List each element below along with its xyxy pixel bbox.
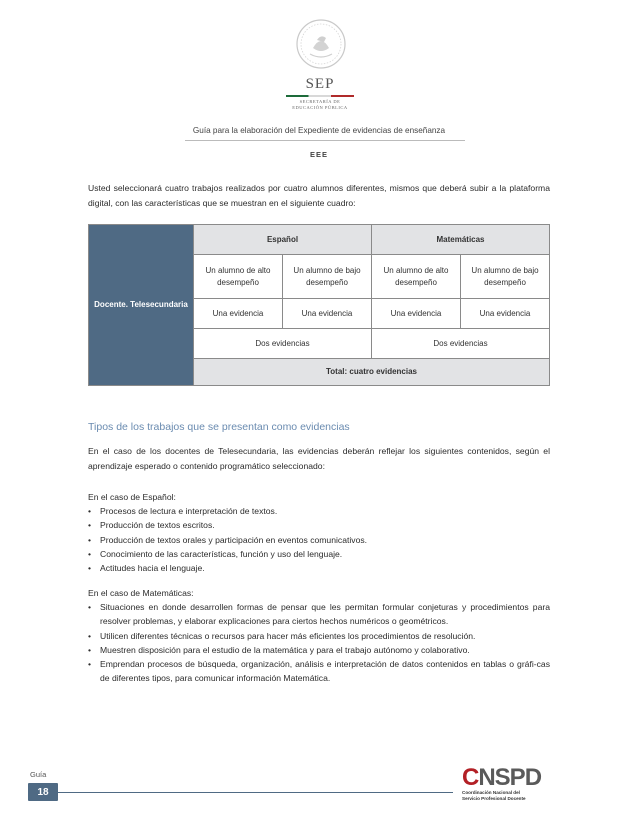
list-item: • Muestren disposición para el estudio de la matemática y para el trabajo autónomo y colaborativo.: [88, 643, 550, 657]
list-item: • Conocimiento de las características, función y uso del lenguaje.: [88, 547, 550, 561]
espanol-heading: En el caso de Español:: [88, 492, 176, 502]
evidence-cell: Una evidencia: [372, 299, 461, 329]
mexico-seal-icon: [295, 18, 347, 70]
list-item: • Procesos de lectura e interpretación de textos.: [88, 504, 550, 518]
evidence-cell: Una evidencia: [461, 299, 549, 329]
subject-header-espanol: Español: [194, 225, 372, 255]
list-item: • Producción de textos escritos.: [88, 518, 550, 532]
student-cell: Un alumno de alto desempeño: [194, 255, 283, 299]
evidence-cell: Una evidencia: [194, 299, 283, 329]
cnspd-logo-line-1: Coordinación Nacional del: [462, 790, 520, 795]
guide-title: Guía para la elaboración del Expediente de evidencias de enseñanza: [192, 126, 446, 135]
footer-divider: [58, 792, 453, 793]
sep-logo-text: SEP: [305, 76, 335, 92]
list-item: • Situaciones en donde desarrollen formas de pensar que les permitan formular conjeturas y procedimientos para resolver problemas, y elaborar explicaciones para ciertos hechos numéricos o geométricos.: [88, 600, 550, 628]
header-divider: [185, 140, 465, 141]
cnspd-logo: [462, 766, 572, 806]
matematicas-heading: En el caso de Matemáticas:: [88, 588, 194, 598]
evidence-table: [88, 224, 550, 386]
page-number-badge: 18: [28, 783, 58, 801]
evidence-cell: Una evidencia: [283, 299, 372, 329]
subject-header-matematicas: Matemáticas: [372, 225, 549, 255]
section-title: Tipos de los trabajos que se presentan como evidencias: [88, 421, 350, 433]
matematicas-list: [88, 586, 550, 685]
section-intro-paragraph: En el caso de los docentes de Telesecundaria, las evidencias deberán reflejar los siguientes contenidos, según el aprendizaje esperado o contenido programático seleccionado:: [88, 446, 550, 471]
guide-acronym: EEE: [309, 150, 328, 159]
sep-logo-subtitle-2: EDUCACIÓN PÚBLICA: [292, 105, 348, 110]
grand-total: Total: cuatro evidencias: [194, 359, 549, 385]
list-item: • Producción de textos orales y participación en eventos comunicativos.: [88, 533, 550, 547]
sep-logo: [276, 76, 364, 111]
subtotal-espanol: Dos evidencias: [194, 329, 372, 359]
cnspd-logo-line-2: Servicio Profesional Docente: [462, 795, 526, 801]
list-item: • Actitudes hacia el lenguaje.: [88, 561, 550, 575]
cnspd-logo-text: CNSPD: [462, 764, 542, 791]
subtotal-matematicas: Dos evidencias: [372, 329, 549, 359]
list-item: • Emprendan procesos de búsqueda, organización, análisis e interpretación de datos contenidos en tablas o gráfi-cas de diferentes tipos, para comunicar información Matemática.: [88, 657, 550, 685]
sep-logo-bar: [286, 95, 354, 97]
sep-logo-subtitle-1: SECRETARÍA DE: [299, 99, 341, 104]
row-label-docente: Docente. Telesecundaria: [89, 225, 194, 385]
student-cell: Un alumno de bajo desempeño: [461, 255, 549, 299]
espanol-list: [88, 490, 550, 575]
student-cell: Un alumno de alto desempeño: [372, 255, 461, 299]
intro-paragraph: Usted seleccionará cuatro trabajos realizados por cuatro alumnos diferentes, mismos que deberá subir a la plataforma digital, con las características que se muestran en el siguiente cuadro:: [88, 183, 550, 208]
student-cell: Un alumno de bajo desempeño: [283, 255, 372, 299]
list-item: • Utilicen diferentes técnicas o recursos para hacer más eficientes los procedimientos de resolución.: [88, 629, 550, 643]
footer-label: Guía: [30, 770, 47, 779]
